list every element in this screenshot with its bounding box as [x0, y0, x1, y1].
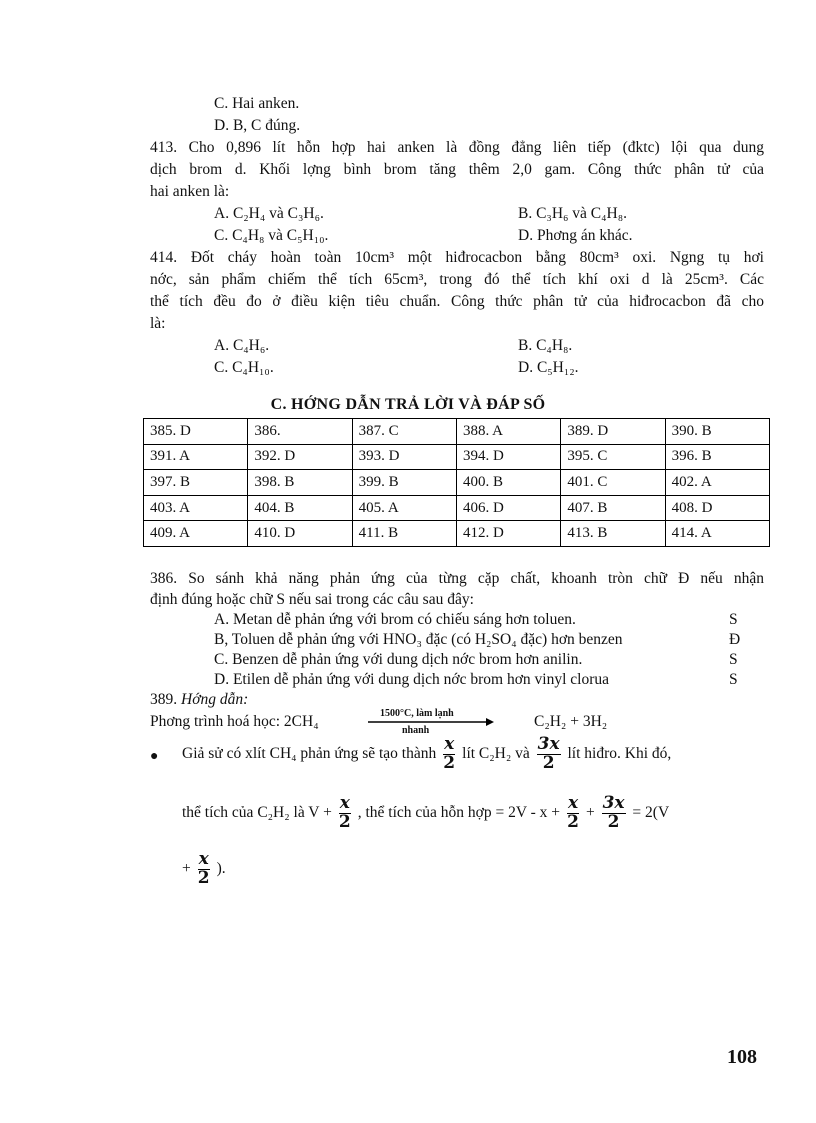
fraction-denominator: 2: [542, 752, 555, 773]
q386-statement-b: B, Toluen dễ phản ứng với HNO₃ đặc (có H₂SO₄ đặc) hơn benzen: [214, 631, 623, 648]
table-cell: 413. B: [561, 521, 665, 547]
fraction-numerator: 3x: [537, 734, 560, 754]
q414-line-3: thể tích đều đo ở điều kiện tiêu chuẩn. Công thức phân tử của hiđrocacbon đã cho: [150, 293, 764, 310]
table-cell: 401. C: [561, 470, 665, 496]
table-row: [144, 495, 770, 521]
q389-equation-right: C₂H₂ + 3H₂: [534, 713, 608, 730]
q389-text: = 2(V: [632, 803, 670, 821]
fraction-numerator: x: [198, 849, 209, 869]
table-cell: 409. A: [144, 521, 248, 547]
q414-option-b: B. C₄H₈.: [518, 337, 573, 354]
table-row: [144, 419, 770, 445]
reaction-condition-bottom: nhanh: [402, 725, 430, 736]
q389-solution-line-2: [182, 795, 669, 832]
page-number: 108: [727, 1046, 757, 1068]
table-cell: 408. D: [665, 495, 769, 521]
q389-label: 389.: [150, 691, 178, 708]
q389-guide-label: Hớng dẫn:: [181, 691, 249, 708]
table-cell: 385. D: [144, 419, 248, 445]
q386-mark-b: Đ: [729, 631, 741, 648]
fraction-denominator: 2: [607, 811, 620, 832]
table-cell: 399. B: [352, 470, 456, 496]
table-cell: 387. C: [352, 419, 456, 445]
fraction-numerator: x: [339, 793, 350, 813]
q413-option-c: C. C₄H₈ và C₅H₁₀.: [214, 227, 329, 244]
fraction-denominator: 2: [197, 867, 210, 888]
q389-text: lít hiđro. Khi đó,: [567, 744, 672, 762]
q413-line-1: 413. Cho 0,896 lít hỗn hợp hai anken là đồng đẳng liên tiếp (đktc) lội qua dung: [150, 139, 764, 156]
fraction-x-over-2: [339, 795, 351, 832]
fraction-numerator: 3x: [602, 793, 625, 813]
q414-line-1: 414. Đốt cháy hoàn toàn 10cm³ một hiđrocacbon bằng 80cm³ oxi. Ngng tụ hơi: [150, 249, 764, 266]
q412-option-c: C. Hai anken.: [214, 95, 300, 112]
table-row: [144, 521, 770, 547]
table-cell: 403. A: [144, 495, 248, 521]
q386-line-1: 386. So sánh khả năng phản ứng của từng cặp chất, khoanh tròn chữ Đ nếu nhận: [150, 570, 764, 587]
fraction-3x-over-2: [602, 795, 626, 832]
table-cell: 407. B: [561, 495, 665, 521]
fraction-denominator: 2: [567, 811, 579, 832]
bullet-icon: ●: [150, 749, 159, 764]
table-cell: 414. A: [665, 521, 769, 547]
table-cell: 392. D: [248, 444, 352, 470]
fraction-3x-over-2: [537, 736, 561, 773]
q414-option-d: D. C₅H₁₂.: [518, 359, 579, 376]
q414-option-a: A. C₄H₆.: [214, 337, 270, 354]
q389-text: ).: [216, 859, 226, 877]
table-cell: 412. D: [456, 521, 560, 547]
table-cell: 405. A: [352, 495, 456, 521]
table-cell: 404. B: [248, 495, 352, 521]
table-cell: 402. A: [665, 470, 769, 496]
table-cell: 388. A: [456, 419, 560, 445]
table-cell: 386.: [248, 419, 352, 445]
q414-line-2: nớc, sản phẩm chiếm thể tích 65cm³, trong đó thể tích khí oxi d là 25cm³. Các: [150, 271, 764, 288]
q389-header: [150, 691, 248, 709]
q413-line-2: dịch brom d. Khối lợng bình brom tăng thêm 2,0 gam. Công thức phân tử của: [150, 161, 764, 178]
q386-statement-d: D. Etilen dễ phản ứng với dung dịch nớc brom hơn vinyl clorua: [214, 671, 610, 688]
q413-option-a: A. C₂H₄ và C₃H₆.: [214, 205, 324, 222]
table-cell: 397. B: [144, 470, 248, 496]
fraction-x-over-2: [567, 795, 579, 832]
table-cell: 394. D: [456, 444, 560, 470]
fraction-x-over-2: [443, 736, 455, 773]
q389-text: +: [585, 803, 595, 821]
fraction-denominator: 2: [338, 811, 351, 832]
q413-line-3: hai anken là:: [150, 183, 230, 200]
reaction-arrow: [366, 708, 494, 738]
fraction-numerator: x: [444, 734, 455, 754]
fraction-denominator: 2: [443, 752, 456, 773]
q389-solution-line-3: [182, 851, 226, 888]
reaction-condition: 1500°C, làm lạnh: [380, 708, 454, 719]
table-row: [144, 444, 770, 470]
q389-text: Giả sử có xlít CH₄ phản ứng sẽ tạo thành: [182, 744, 437, 762]
arrow-icon: [366, 717, 494, 727]
q413-option-d: D. Phơng án khác.: [518, 227, 633, 244]
q412-option-d: D. B, C đúng.: [214, 117, 301, 134]
q389-equation-left: Phơng trình hoá học: 2CH₄: [150, 713, 319, 730]
q389-text: +: [182, 859, 191, 877]
table-cell: 411. B: [352, 521, 456, 547]
answers-heading: C. HỚNG DẪN TRẢ LỜI VÀ ĐÁP SỐ: [270, 396, 546, 413]
q413-option-b: B. C₃H₆ và C₄H₈.: [518, 205, 628, 222]
table-cell: 390. B: [665, 419, 769, 445]
q386-statement-c: C. Benzen dễ phản ứng với dung dịch nớc brom hơn anilin.: [214, 651, 583, 668]
table-cell: 406. D: [456, 495, 560, 521]
q386-line-2: định đúng hoặc chữ S nếu sai trong các câu sau đây:: [150, 591, 474, 608]
table-cell: 400. B: [456, 470, 560, 496]
table-cell: 396. B: [665, 444, 769, 470]
table-cell: 395. C: [561, 444, 665, 470]
q414-option-c: C. C₄H₁₀.: [214, 359, 274, 376]
q389-solution-line-1: [182, 736, 671, 773]
q386-mark-a: S: [729, 611, 738, 628]
q386-mark-c: S: [729, 651, 738, 668]
table-cell: 389. D: [561, 419, 665, 445]
table-cell: 398. B: [248, 470, 352, 496]
table-cell: 391. A: [144, 444, 248, 470]
table-row: [144, 470, 770, 496]
table-cell: 393. D: [352, 444, 456, 470]
q386-mark-d: S: [729, 671, 738, 688]
q389-text: thể tích của C₂H₂ là V +: [182, 803, 332, 821]
answers-table: [143, 418, 770, 547]
q389-text: lít C₂H₂ và: [462, 744, 530, 762]
table-cell: 410. D: [248, 521, 352, 547]
q414-line-4: là:: [150, 315, 166, 332]
q386-statement-a: A. Metan dễ phản ứng với brom có chiếu sáng hơn toluen.: [214, 611, 576, 628]
q389-text: , thể tích của hỗn hợp = 2V - x +: [357, 803, 561, 821]
fraction-x-over-2: [198, 851, 210, 888]
fraction-numerator: x: [567, 793, 579, 813]
